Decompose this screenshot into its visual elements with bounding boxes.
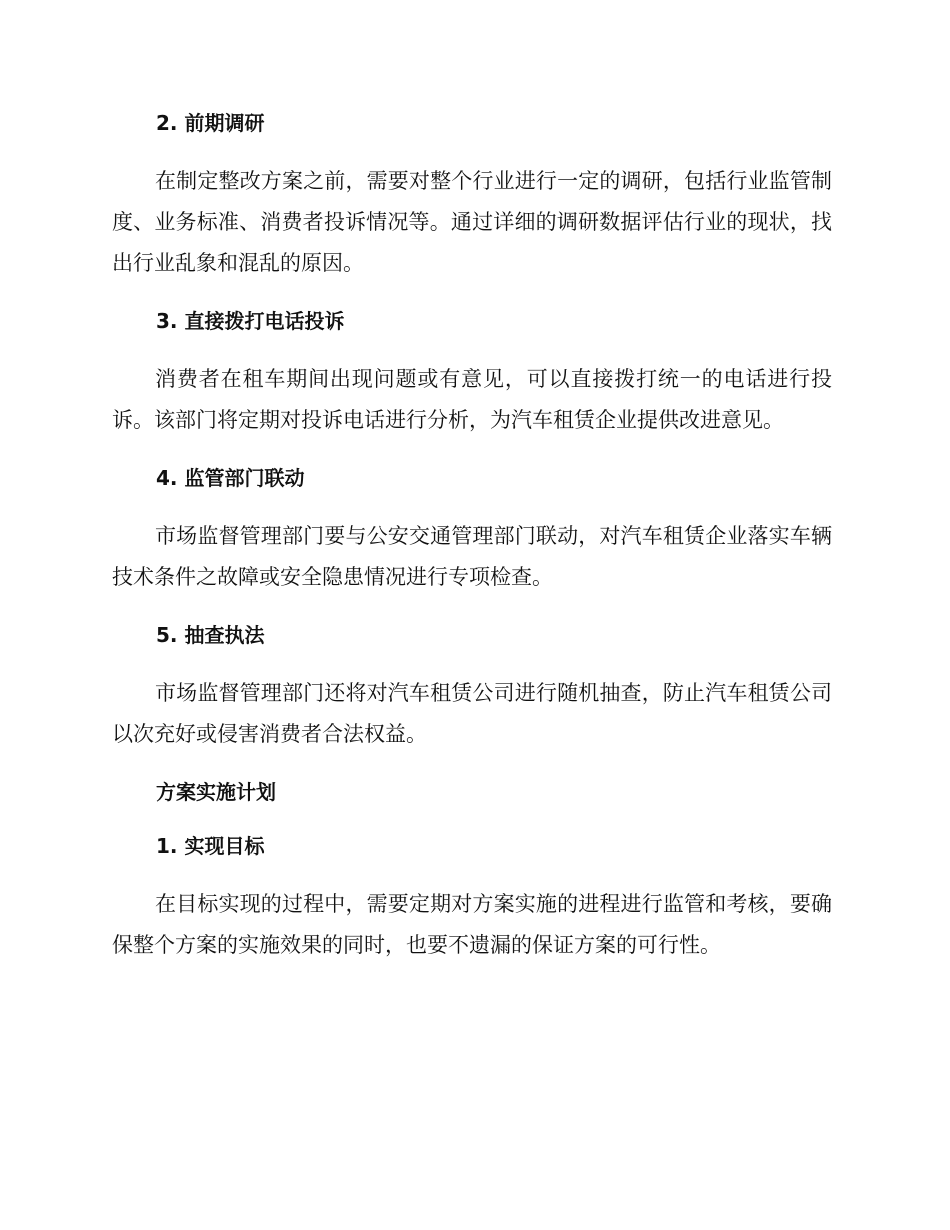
section-heading-research: 2. 前期调研 — [156, 111, 265, 135]
section-body-phone-complaint: 消费者在租车期间出现问题或有意见，可以直接拨打统一的电话进行投诉。该部门将定期对投诉电话进行分析，为汽车租赁企业提供改进意见。 — [112, 367, 832, 432]
section-body-department-linkage: 市场监督管理部门要与公安交通管理部门联动，对汽车租赁企业落实车辆技术条件之故障或安全隐患情况进行专项检查。 — [112, 524, 832, 589]
section-heading-phone-complaint: 3. 直接拨打电话投诉 — [156, 309, 345, 333]
section-heading-spot-check: 5. 抽查执法 — [156, 623, 265, 647]
section-heading-implementation-plan: 方案实施计划 — [156, 780, 276, 804]
section-body-research: 在制定整改方案之前，需要对整个行业进行一定的调研，包括行业监管制度、业务标准、消费者投诉情况等。通过详细的调研数据评估行业的现状，找出行业乱象和混乱的原因。 — [112, 169, 832, 275]
section-body-goals: 在目标实现的过程中，需要定期对方案实施的进程进行监管和考核，要确保整个方案的实施效果的同时，也要不遗漏的保证方案的可行性。 — [112, 892, 832, 957]
document-body — [112, 108, 832, 966]
section-heading-department-linkage: 4. 监管部门联动 — [156, 466, 305, 490]
section-body-spot-check: 市场监督管理部门还将对汽车租赁公司进行随机抽查，防止汽车租赁公司以次充好或侵害消费者合法权益。 — [112, 681, 832, 746]
section-heading-goals: 1. 实现目标 — [156, 834, 265, 858]
